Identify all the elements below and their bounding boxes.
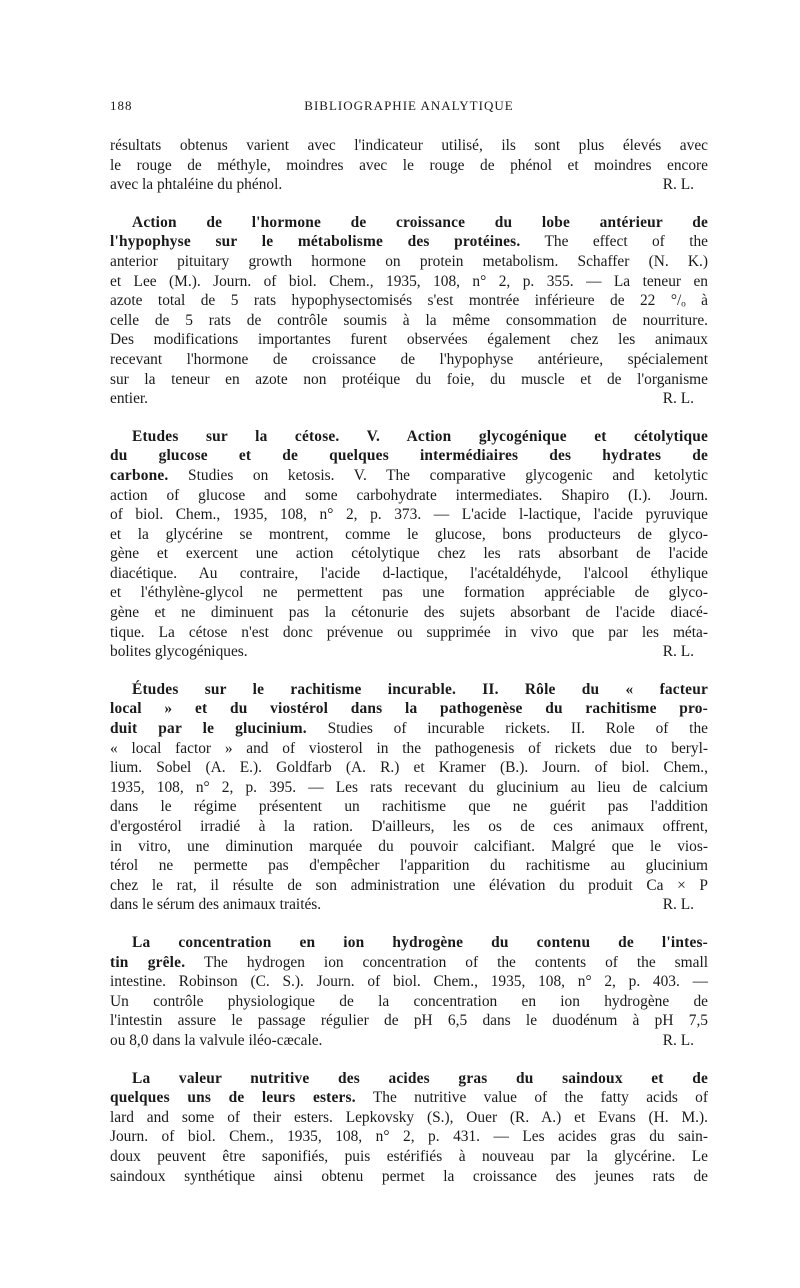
entry-title: Etudes sur la cétose. V. Action glycogénique et cétolytique xyxy=(132,427,708,445)
entry-concentration-ion xyxy=(110,933,708,1051)
text-line: Des modifications importantes furent observées également chez les animaux xyxy=(110,331,708,349)
entry-title: tin grêle. xyxy=(110,953,186,971)
entry-rachitisme xyxy=(110,680,708,915)
text-line: dans le régime présentent un rachitisme que ne guérit pas l'addition xyxy=(110,798,708,816)
text-line: l'intestin assure le passage régulier de pH 6,5 dans le duodénum à pH 7,5 xyxy=(110,1012,708,1030)
page xyxy=(110,98,708,1204)
signature: R. L. xyxy=(662,896,694,914)
text-line: le rouge de méthyle, moindres avec le rouge de phénol et moindres encore xyxy=(110,156,708,174)
text-line-last: dans le sérum des animaux traités. R. L. xyxy=(110,896,694,914)
text-line: action of glucose and some carbohydrate intermediates. Shapiro (I.). Journ. xyxy=(110,486,708,504)
running-title: BIBLIOGRAPHIE ANALYTIQUE xyxy=(304,98,514,113)
page-header xyxy=(110,98,708,114)
text-line: doux peuvent être saponifiés, puis estérifiés à nouveau par la glycérine. Le xyxy=(110,1147,708,1165)
text-line: résultats obtenus varient avec l'indicateur utilisé, ils sont plus élevés avec xyxy=(110,137,708,154)
text-line-last: ou 8,0 dans la valvule iléo-cæcale. R. L. xyxy=(110,1031,694,1049)
text-line: lium. Sobel (A. E.). Goldfarb (A. R.) et Kramer (B.). Journ. of biol. Chem., xyxy=(110,759,708,777)
text-line: sur la teneur en azote non protéique du foie, du muscle et de l'organisme xyxy=(110,370,708,388)
entry-title: La valeur nutritive des acides gras du saindoux et de xyxy=(132,1069,708,1087)
text-line: Journ. of biol. Chem., 1935, 108, n° 2, p. 431. — Les acides gras du sain- xyxy=(110,1128,708,1146)
text-line: gène et exercent une action cétolytique chez les rats absorbant de l'acide xyxy=(110,545,708,563)
entry-title: duit par le glucinium. xyxy=(110,720,307,738)
text-line: tin grêle. The hydrogen ion concentration of the contents of the small xyxy=(110,953,708,971)
text-line-last: bolites glycogéniques. R. L. xyxy=(110,643,694,661)
text-line: celle de 5 rats de contrôle soumis à la même consommation de nourriture. xyxy=(110,311,708,329)
signature: R. L. xyxy=(662,1031,694,1049)
text-line: anterior pituitary growth hormone on protein metabolism. Schaffer (N. K.) xyxy=(110,252,708,270)
text-line: recevant l'hormone de croissance de l'hypophyse antérieure, spécialement xyxy=(110,350,708,368)
entry-title: La concentration en ion hydrogène du contenu de l'intes- xyxy=(132,933,708,951)
text-line: azote total de 5 rats hypophysectomisés s'est montrée inférieure de 22 °/ₒ à xyxy=(110,292,708,310)
text-line: Un contrôle physiologique de la concentration en ion hydrogène de xyxy=(110,992,708,1010)
text-line: intestine. Robinson (C. S.). Journ. of biol. Chem., 1935, 108, n° 2, p. 403. — xyxy=(110,973,708,991)
entry-title: du glucose et de quelques intermédiaires des hydrates de xyxy=(110,447,708,465)
entry-title: carbone. xyxy=(110,466,169,484)
text-line: gène et ne diminuent pas la cétonurie des sujets absorbant de l'acide diacé- xyxy=(110,604,708,622)
text-line: of biol. Chem., 1935, 108, n° 2, p. 373. — L'acide l-lactique, l'acide pyruvique xyxy=(110,506,708,524)
text-line: et la glycérine se montrent, comme le glucose, bons producteurs de glyco- xyxy=(110,525,708,543)
text-line: d'ergostérol irradié à la ration. D'ailleurs, les os de ces animaux offrent, xyxy=(110,818,708,835)
text-line: l'hypophyse sur le métabolisme des protéines. The effect of the xyxy=(110,233,708,251)
entry-title: local » et du viostérol dans la pathogenèse du rachitisme pro- xyxy=(110,700,708,718)
text-line: chez le rat, il résulte de son administration une élévation du produit Ca × P xyxy=(110,876,708,894)
text-line: duit par le glucinium. Studies of incurable rickets. II. Role of the xyxy=(110,720,708,738)
text-line: et Lee (M.). Journ. of biol. Chem., 1935, 108, n° 2, p. 355. — La teneur en xyxy=(110,272,708,290)
entry-cetose xyxy=(110,427,708,662)
entry-hormone-croissance xyxy=(110,213,708,409)
text-line: 1935, 108, n° 2, p. 395. — Les rats recevant du glucinium au lieu de calcium xyxy=(110,778,708,796)
entry-valeur-nutritive xyxy=(110,1069,708,1187)
entry-title: l'hypophyse sur le métabolisme des protéines. xyxy=(110,233,521,251)
text-line-last: avec la phtaléine du phénol. R. L. xyxy=(110,176,694,194)
page-number: 188 xyxy=(110,98,133,113)
text-line: « local factor » and of viosterol in the pathogenesis of rickets due to beryl- xyxy=(110,739,708,757)
text-line: térol ne permette pas d'empêcher l'apparition du rachitisme au glucinium xyxy=(110,857,708,875)
entry-title: quelques uns de leurs esters. xyxy=(110,1089,356,1107)
signature: R. L. xyxy=(662,643,694,661)
text-line: carbone. Studies on ketosis. V. The comparative glycogenic and ketolytic xyxy=(110,466,708,484)
entry-continuation xyxy=(110,136,708,195)
entry-title: Études sur le rachitisme incurable. II. Rôle du « facteur xyxy=(132,680,708,698)
text-line: diacétique. Au contraire, l'acide d-lactique, l'acétaldéhyde, l'alcool éthylique xyxy=(110,564,708,582)
text-line: saindoux synthétique ainsi obtenu permet la croissance des jeunes rats de xyxy=(110,1167,708,1185)
text-line: quelques uns de leurs esters. The nutritive value of the fatty acids of xyxy=(110,1089,708,1107)
signature: R. L. xyxy=(662,176,694,194)
text-line-last: entier. R. L. xyxy=(110,390,694,408)
signature: R. L. xyxy=(662,390,694,408)
text-line: in vitro, une diminution marquée du pouvoir calcifiant. Malgré que le vios- xyxy=(110,837,708,855)
text-line: tique. La cétose n'est donc prévenue ou supprimée in vivo que par les méta- xyxy=(110,623,708,641)
text-line: lard and some of their esters. Lepkovsky (S.), Ouer (R. A.) et Evans (H. M.). xyxy=(110,1108,708,1126)
entry-title: Action de l'hormone de croissance du lobe antérieur de xyxy=(132,213,708,231)
text-line: et l'éthylène-glycol ne permettent pas une formation appréciable de glyco- xyxy=(110,584,708,602)
